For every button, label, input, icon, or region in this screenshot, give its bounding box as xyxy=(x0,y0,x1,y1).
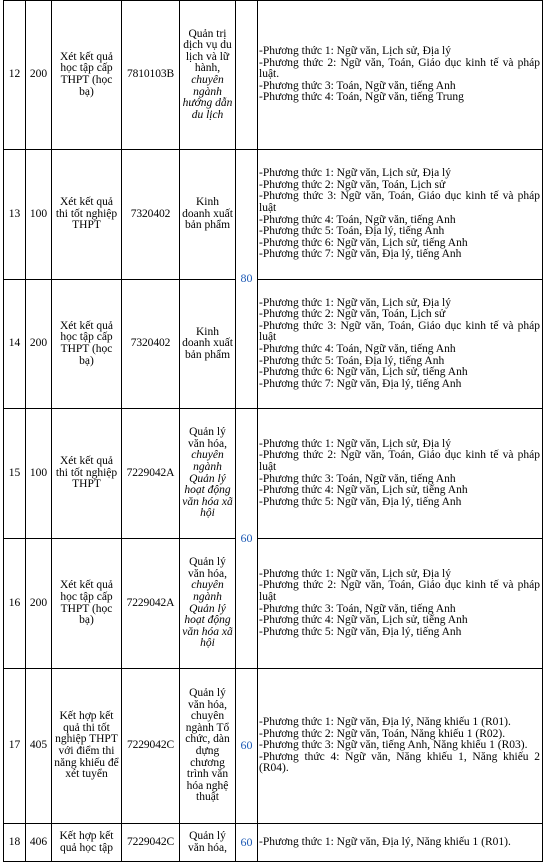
combination-line: -Phương thức 3: Toán, Ngữ văn, tiếng Anh xyxy=(259,79,456,92)
combination-line: -Phương thức 5: Toán, Địa lý, tiếng Anh xyxy=(259,354,445,367)
subject-combinations xyxy=(258,669,543,824)
method-code: 100 xyxy=(26,409,52,539)
subject-combinations xyxy=(258,409,543,539)
combination-line: -Phương thức 7: Ngữ văn, Địa lý, tiếng Anh xyxy=(259,377,462,390)
quota-value: 60 xyxy=(236,409,258,669)
combination-line: -Phương thức 1: Ngữ văn, Lịch sử, Địa lý xyxy=(259,296,451,309)
combination-line: -Phương thức 1: Ngữ văn, Địa lý, Năng khiếu 1 (R01). xyxy=(259,716,511,729)
combination-line: -Phương thức 2: Ngữ văn, Toán, Năng khiếu 1 (R02). xyxy=(259,727,506,740)
subject-combinations xyxy=(258,280,543,409)
method-code: 200 xyxy=(26,539,52,669)
major-main-name: Quản lý văn hóa, xyxy=(188,426,227,450)
major-code: 7229042C xyxy=(122,824,180,862)
major-main-name: Quản lý văn hóa, xyxy=(188,829,227,854)
admission-method: Xét kết quả thi tốt nghiệp THPT xyxy=(52,409,122,539)
major-name xyxy=(180,150,236,280)
table-row xyxy=(4,824,543,862)
major-code: 7229042A xyxy=(122,409,180,539)
row-number: 16 xyxy=(4,539,26,669)
combination-line: -Phương thức 1: Ngữ văn, Địa lý, Năng khiếu 1 (R01). xyxy=(259,835,511,848)
major-specialization: chuyên ngành Quản lý hoạt động văn hóa xã hội xyxy=(182,579,233,650)
combination-line: -Phương thức 3: Ngữ văn, Toán, Giáo dục kinh tế và pháp luật xyxy=(259,319,540,344)
admission-method: Xét kết quả học tập cấp THPT (học bạ) xyxy=(52,280,122,409)
method-code: 100 xyxy=(26,150,52,280)
combination-line: -Phương thức 4: Toán, Ngữ văn, tiếng Trung xyxy=(259,91,464,104)
major-name xyxy=(180,539,236,669)
method-code: 200 xyxy=(26,280,52,409)
combination-line: -Phương thức 7: Ngữ văn, Địa lý, tiếng Anh xyxy=(259,248,462,261)
quota-value: 60 xyxy=(236,669,258,824)
admission-method: Xét kết quả học tập cấp THPT (học bạ) xyxy=(52,1,122,150)
major-code: 7810103B xyxy=(122,1,180,150)
combination-line: -Phương thức 6: Ngữ văn, Lịch sử, tiếng Anh xyxy=(259,366,468,379)
major-code: 7229042C xyxy=(122,669,180,824)
row-number: 17 xyxy=(4,669,26,824)
method-code: 406 xyxy=(26,824,52,862)
combination-line: -Phương thức 6: Ngữ văn, Lịch sử, tiếng Anh xyxy=(259,236,468,249)
combination-line: -Phương thức 4: Ngữ văn, Năng khiếu 1, Năng khiếu 2 (R04). xyxy=(259,750,540,775)
major-main-name: Kinh doanh xuất bản phẩm xyxy=(182,196,233,232)
major-main-name: Kinh doanh xuất bản phẩm xyxy=(182,325,233,361)
combination-line: -Phương thức 2: Ngữ văn, Toán, Giáo dục kinh tế và pháp luật. xyxy=(259,56,540,81)
combination-line: -Phương thức 3: Toán, Ngữ văn, tiếng Anh xyxy=(259,472,456,485)
combination-line: -Phương thức 5: Ngữ văn, Địa lý, tiếng Anh xyxy=(259,495,462,508)
table-row xyxy=(4,1,543,150)
combination-line: -Phương thức 2: Ngữ văn, Toán, Giáo dục kinh tế và pháp luật xyxy=(259,449,540,473)
table-row xyxy=(4,669,543,824)
admission-method: Kết hợp kết quả học tập xyxy=(52,824,122,862)
quota-value: 60 xyxy=(236,824,258,862)
combination-line: -Phương thức 3: Ngữ văn, tiếng Anh, Năng khiếu 1 (R03). xyxy=(259,739,528,752)
major-code: 7320402 xyxy=(122,280,180,409)
subject-combinations xyxy=(258,539,543,669)
table-row xyxy=(4,539,543,669)
admission-table xyxy=(3,0,543,862)
combination-line: -Phương thức 4: Toán, Ngữ văn, tiếng Anh xyxy=(259,343,456,355)
combination-line: -Phương thức 1: Ngữ văn, Lịch sử, Địa lý xyxy=(259,437,451,450)
table-row xyxy=(4,409,543,539)
quota-empty xyxy=(236,1,258,150)
row-number: 18 xyxy=(4,824,26,862)
combination-line: -Phương thức 4: Toán, Ngữ văn, tiếng Anh xyxy=(259,213,456,226)
combination-line: -Phương thức 2: Ngữ văn, Toán, Lịch sử xyxy=(259,178,446,191)
admission-method: Xét kết quả học tập cấp THPT (học bạ) xyxy=(52,539,122,669)
combination-line: -Phương thức 2: Ngữ văn, Toán, Giáo dục kinh tế và pháp luật xyxy=(259,579,540,603)
table-row xyxy=(4,280,543,409)
combination-line: -Phương thức 3: Ngữ văn, Toán, Giáo dục kinh tế và pháp luật xyxy=(259,190,540,214)
row-number: 12 xyxy=(4,1,26,150)
combination-line: -Phương thức 4: Ngữ văn, Lịch sử, tiếng Anh xyxy=(259,614,468,627)
subject-combinations xyxy=(258,824,543,862)
combination-line: -Phương thức 1: Ngữ văn, Lịch sử, Địa lý xyxy=(259,567,451,580)
row-number: 15 xyxy=(4,409,26,539)
combination-line: -Phương thức 3: Toán, Ngữ văn, tiếng Anh xyxy=(259,602,456,615)
major-code: 7320402 xyxy=(122,150,180,280)
major-name xyxy=(180,824,236,862)
quota-value: 80 xyxy=(236,150,258,409)
method-code: 405 xyxy=(26,669,52,824)
major-name xyxy=(180,669,236,824)
major-name xyxy=(180,409,236,539)
subject-combinations xyxy=(258,1,543,150)
row-number: 13 xyxy=(4,150,26,280)
admission-method: Kết hợp kết quả thi tốt nghiệp THPT với điểm thi năng khiếu để xét tuyển xyxy=(52,669,122,824)
combination-line: -Phương thức 5: Ngữ văn, Địa lý, tiếng Anh xyxy=(259,625,462,638)
major-main-name: Quản trị dịch vụ du lịch và lữ hành, xyxy=(183,27,232,75)
major-name xyxy=(180,280,236,409)
subject-combinations xyxy=(258,150,543,280)
combination-line: -Phương thức 1: Ngữ văn, Lịch sử, Địa lý xyxy=(259,45,451,58)
combination-line: -Phương thức 4: Ngữ văn, Lịch sử, tiếng Anh xyxy=(259,484,468,497)
major-main-name: Quản lý văn hóa, chuyên ngành Tổ chức, dàn dựng chương trình văn hóa nghệ thuật xyxy=(185,687,230,804)
admission-method: Xét kết quả thi tốt nghiệp THPT xyxy=(52,150,122,280)
method-code: 200 xyxy=(26,1,52,150)
table-row xyxy=(4,150,543,280)
major-specialization: chuyên ngành hướng dẫn du lịch xyxy=(182,74,233,121)
major-name xyxy=(180,1,236,150)
combination-line: -Phương thức 5: Toán, Địa lý, tiếng Anh xyxy=(259,225,445,238)
major-main-name: Quản lý văn hóa, xyxy=(188,556,227,580)
major-specialization: chuyên ngành Quản lý hoạt động văn hóa xã hội xyxy=(182,449,233,520)
combination-line: -Phương thức 2: Ngữ văn, Toán, Lịch sử xyxy=(259,308,446,321)
row-number: 14 xyxy=(4,280,26,409)
combination-line: -Phương thức 1: Ngữ văn, Lịch sử, Địa lý xyxy=(259,167,451,180)
major-code: 7229042A xyxy=(122,539,180,669)
